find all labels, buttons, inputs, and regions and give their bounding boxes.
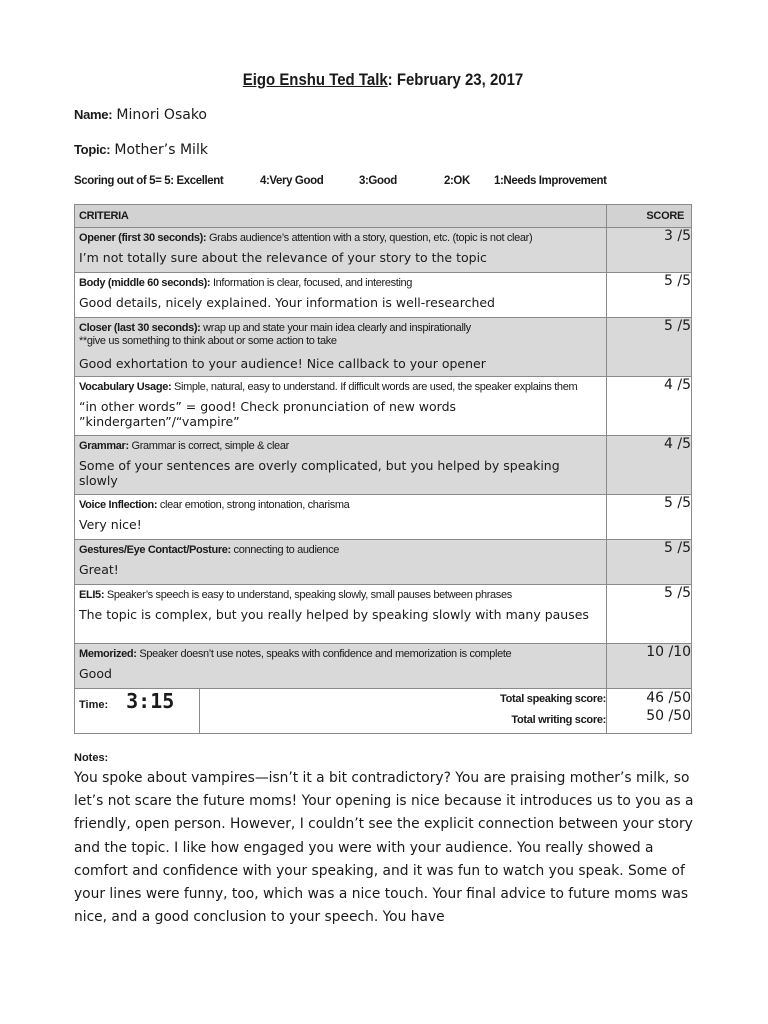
criterion-description: Body (middle 60 seconds): Information is clear, focused, and interesting [79, 277, 413, 289]
criterion-description: Closer (last 30 seconds): wrap up and state your main idea clearly and inspirationally **give us something to think about or some action to take [79, 322, 471, 347]
total-writing-score: 50 /50 [646, 708, 692, 724]
table-row [75, 318, 692, 377]
time-label: Time: [79, 699, 109, 711]
criterion-description: Voice Inflection: clear emotion, strong intonation, charisma [79, 499, 350, 511]
criterion-score: 10 /10 [607, 644, 692, 689]
criterion-description: Opener (first 30 seconds): Grabs audience’s attention with a story, question, etc. (topic is not clear) [79, 232, 533, 244]
topic-label: Topic: [74, 142, 111, 157]
table-row [75, 540, 692, 585]
time-value: 3:15 [126, 689, 175, 713]
total-values [607, 689, 692, 734]
scoring-very-good: 4:Very Good [260, 175, 324, 187]
table-row [75, 377, 692, 436]
criterion-score: 3 /5 [607, 228, 692, 273]
name-field [74, 106, 207, 123]
table-row [75, 273, 692, 318]
total-speaking-label: Total speaking score: [500, 693, 607, 705]
total-labels [200, 689, 607, 734]
criterion-description: Grammar: Grammar is correct, simple & clear [79, 440, 289, 452]
topic-field [74, 141, 208, 158]
criterion-description: Gestures/Eye Contact/Posture: connecting to audience [79, 544, 339, 556]
criterion-description: ELI5: Speaker’s speech is easy to understand, speaking slowly, small pauses between phrases [79, 589, 512, 601]
table-row [75, 228, 692, 273]
criteria-header: CRITERIA [75, 205, 607, 228]
criterion-score: 5 /5 [607, 585, 692, 644]
table-header-row [75, 205, 692, 228]
scoring-good: 3:Good [359, 175, 397, 187]
table-row [75, 436, 692, 495]
criterion-description: Vocabulary Usage: Simple, natural, easy to understand. If difficult words are used, the speaker explains them [79, 381, 578, 393]
criterion-comment: Good [79, 666, 112, 681]
criterion-comment: “in other words” = good! Check pronunciation of new words ”kindergarten”/“vampire” [79, 399, 457, 429]
total-writing-label: Total writing score: [511, 714, 607, 726]
time-cell [75, 689, 200, 734]
criterion-comment: Good exhortation to your audience! Nice callback to your opener [79, 356, 486, 371]
criterion-comment: Good details, nicely explained. Your information is well-researched [79, 295, 495, 310]
scoring-intro: Scoring out of 5= 5: Excellent [74, 175, 224, 187]
criterion-score: 5 /5 [607, 540, 692, 585]
scoring-needs-improvement: 1:Needs Improvement [494, 175, 607, 187]
totals-row [75, 689, 692, 734]
criterion-comment: I’m not totally sure about the relevance of your story to the topic [79, 250, 487, 265]
total-speaking-score: 46 /50 [646, 690, 692, 706]
topic-value: Mother’s Milk [114, 142, 208, 158]
criterion-score: 5 /5 [607, 495, 692, 540]
criterion-score: 5 /5 [607, 273, 692, 318]
criterion-comment: Very nice! [79, 517, 142, 532]
criterion-description: Memorized: Speaker doesn’t use notes, speaks with confidence and memorization is complete [79, 648, 512, 660]
rubric-table [74, 204, 692, 734]
table-row [75, 585, 692, 644]
score-header: SCORE [607, 205, 692, 228]
criterion-score: 4 /5 [607, 436, 692, 495]
name-label: Name: [74, 107, 113, 122]
criterion-score: 5 /5 [607, 318, 692, 377]
criterion-score: 4 /5 [607, 377, 692, 436]
notes-label: Notes: [74, 752, 109, 764]
criterion-comment: Some of your sentences are overly complicated, but you helped by speaking slowly [79, 458, 560, 488]
page-title [111, 70, 655, 90]
criterion-comment: The topic is complex, but you really helped by speaking slowly with many pauses [79, 607, 589, 622]
table-row [75, 495, 692, 540]
notes-body: You spoke about vampires—isn’t it a bit contradictory? You are praising mother’s milk, so let’s not scare the future moms! Your opening is nice because it introduces us to you as a friendly, open person. However, I couldn’t see the explicit connection between your story and the topic. I like how engaged you were with your audience. You really showed a comfort and confidence with your speaking, and it was fun to watch you speak. Some of your lines were funny, too, which was a nice touch. Your final advice to future moms was nice, and a good conclusion to your speech. You have [74, 770, 694, 926]
title-date: : February 23, 2017 [387, 70, 524, 89]
scoring-ok: 2:OK [444, 175, 470, 187]
name-value: Minori Osako [116, 107, 207, 123]
title-main: Eigo Enshu Ted Talk [242, 70, 388, 89]
table-row [75, 644, 692, 689]
criterion-comment: Great! [79, 562, 119, 577]
